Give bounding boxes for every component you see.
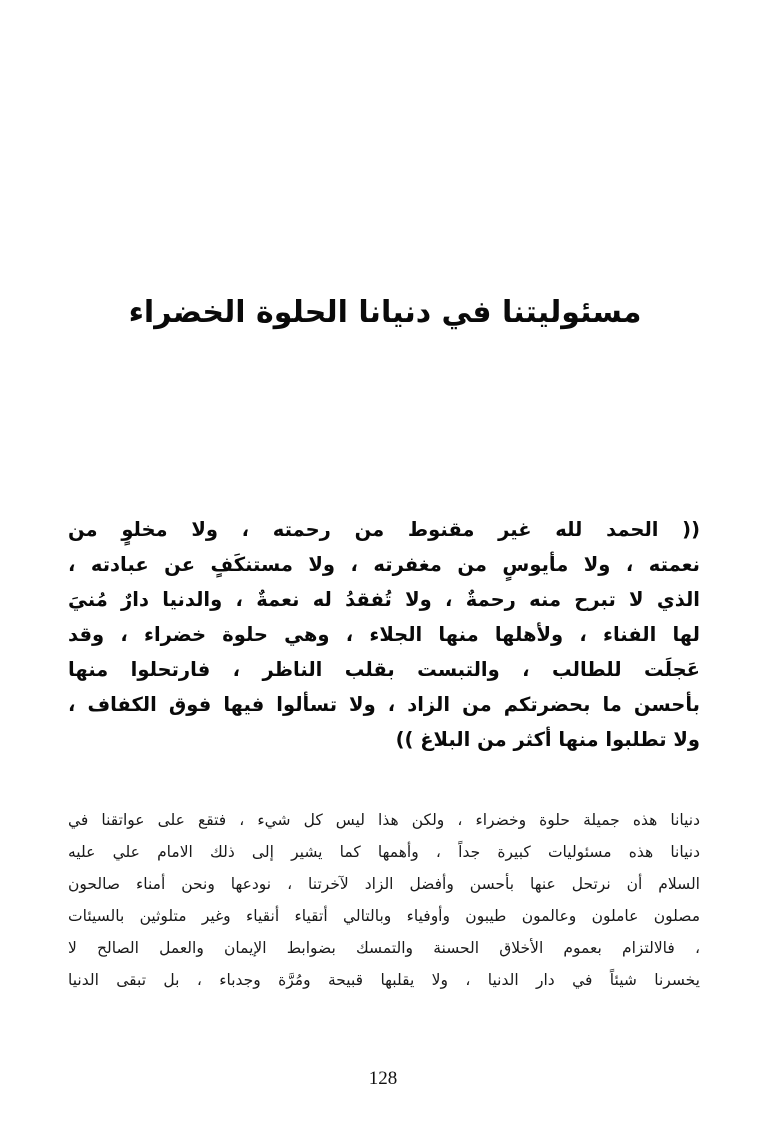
- body-paragraph: [68, 804, 700, 996]
- body-line: دنيانا هذه جميلة حلوة وخضراء ، ولكن هذا ليس كل شيء ، فتقع على عواتقنا في: [68, 811, 700, 829]
- page-number: 128: [368, 1068, 398, 1089]
- quote-line: ولا تطلبوا منها أكثر من البلاغ )): [395, 728, 700, 751]
- body-line: ، فالالتزام بعموم الأخلاق الحسنة والتمسك بضوابط الإيمان والعمل الصالح لا: [68, 939, 700, 957]
- body-line: مصلون عاملون وعالمون طيبون وأوفياء وبالتالي أتقياء أنقياء وغير متلوثين بالسيئات: [68, 907, 700, 925]
- quote-line: عَجلَت للطالب ، والتبست بقلب الناظر ، فارتحلوا منها: [68, 658, 700, 681]
- quoted-sermon: [68, 512, 700, 757]
- chapter-title: مسئوليتنا في دنيانا الحلوة الخضراء: [128, 295, 642, 330]
- quote-line: (( الحمد لله غير مقنوط من رحمته ، ولا مخلوٍ من: [68, 518, 700, 541]
- quote-line: نعمته ، ولا مأيوسٍ من مغفرته ، ولا مستنكَفٍ عن عبادته ،: [68, 553, 700, 576]
- quote-line: لها الفناء ، ولأهلها منها الجلاء ، وهي حلوة خضراء ، وقد: [68, 623, 700, 646]
- quote-line: الذي لا تبرح منه رحمةٌ ، ولا تُفقدُ له نعمةٌ ، والدنيا دارٌ مُنيَ: [68, 588, 700, 611]
- body-line: يخسرنا شيئاً في دار الدنيا ، ولا يقلبها قبيحة ومُرَّة وجدباء ، بل تبقى الدنيا: [68, 971, 700, 989]
- body-line: السلام أن نرتحل عنها بأحسن وأفضل الزاد لآخرتنا ، نودعها ونحن أمناء صالحون: [68, 875, 700, 893]
- body-line: دنيانا هذه مسئوليات كبيرة جداً ، وأهمها كما يشير إلى ذلك الامام علي عليه: [68, 843, 700, 861]
- quote-line: بأحسن ما بحضرتكم من الزاد ، ولا تسألوا فيها فوق الكفاف ،: [68, 693, 700, 716]
